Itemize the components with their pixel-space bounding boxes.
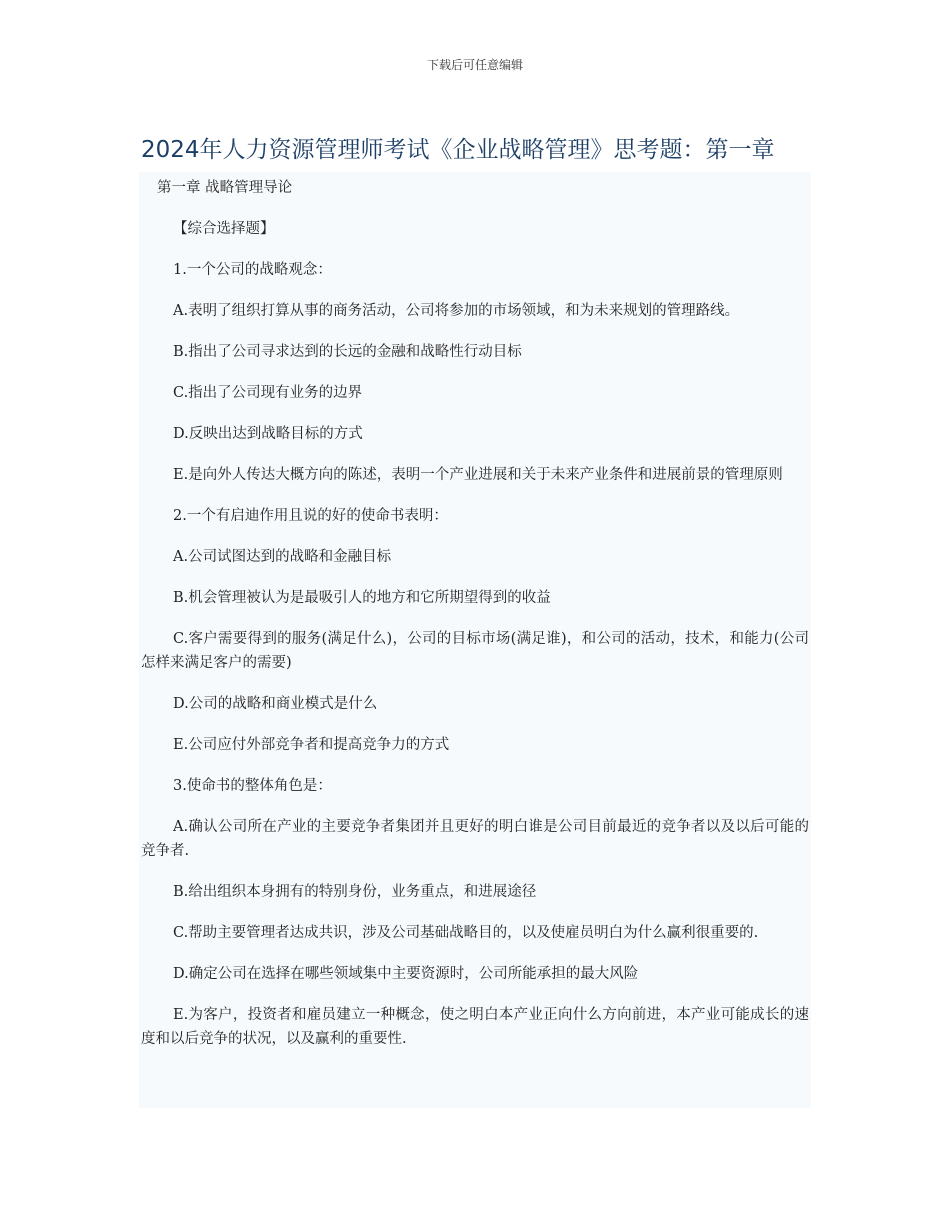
- question-2: 2.一个有启迪作用且说的好的使命书表明：: [173, 508, 448, 524]
- question-1-option-c: C.指出了公司现有业务的边界: [173, 385, 363, 401]
- question-2-option-a: A.公司试图达到的战略和金融目标: [173, 549, 392, 565]
- chapter-heading: 第一章 战略管理导论: [157, 180, 293, 196]
- question-2-option-b: B.机会管理被认为是最吸引人的地方和它所期望得到的收益: [173, 590, 551, 606]
- question-3-option-c: C.帮助主要管理者达成共识，涉及公司基础战略目的，以及使雇员明白为什么赢利很重要的.: [173, 925, 759, 941]
- content-box: [139, 172, 811, 1108]
- question-2-option-e: E.公司应付外部竞争者和提高竞争力的方式: [173, 737, 450, 753]
- document-title: 2024年人力资源管理师考试《企业战略管理》思考题：第一章: [141, 137, 775, 163]
- question-1-option-b: B.指出了公司寻求达到的长远的金融和战略性行动目标: [173, 344, 522, 360]
- question-3: 3.使命书的整体角色是：: [173, 778, 332, 794]
- question-2-option-d: D.公司的战略和商业模式是什么: [173, 696, 378, 712]
- question-3-option-b: B.给出组织本身拥有的特别身份，业务重点，和进展途径: [173, 884, 537, 900]
- question-1-option-a: A.表明了组织打算从事的商务活动，公司将参加的市场领域，和为未来规划的管理路线。: [173, 303, 740, 319]
- question-3-option-d: D.确定公司在选择在哪些领域集中主要资源时，公司所能承担的最大风险: [173, 966, 639, 982]
- question-2-option-c: C.客户需要得到的服务(满足什么)，公司的目标市场(满足谁)，和公司的活动，技术，和能力(公司怎样来满足客户的需要): [141, 631, 809, 671]
- question-1: 1.一个公司的战略观念：: [173, 262, 332, 278]
- question-3-option-e: E.为客户，投资者和雇员建立一种概念，使之明白本产业正向什么方向前进，本产业可能成长的速度和以后竞争的状况，以及赢利的重要性.: [141, 1007, 809, 1047]
- question-1-option-e: E.是向外人传达大概方向的陈述，表明一个产业进展和关于未来产业条件和进展前景的管理原则: [173, 467, 783, 483]
- question-3-option-a: A.确认公司所在产业的主要竞争者集团并且更好的明白谁是公司目前最近的竞争者以及以后可能的竞争者.: [141, 819, 809, 859]
- question-1-option-d: D.反映出达到战略目标的方式: [173, 426, 363, 442]
- header-note: 下载后可任意编辑: [426, 58, 523, 72]
- section-label: 【综合选择题】: [173, 221, 275, 237]
